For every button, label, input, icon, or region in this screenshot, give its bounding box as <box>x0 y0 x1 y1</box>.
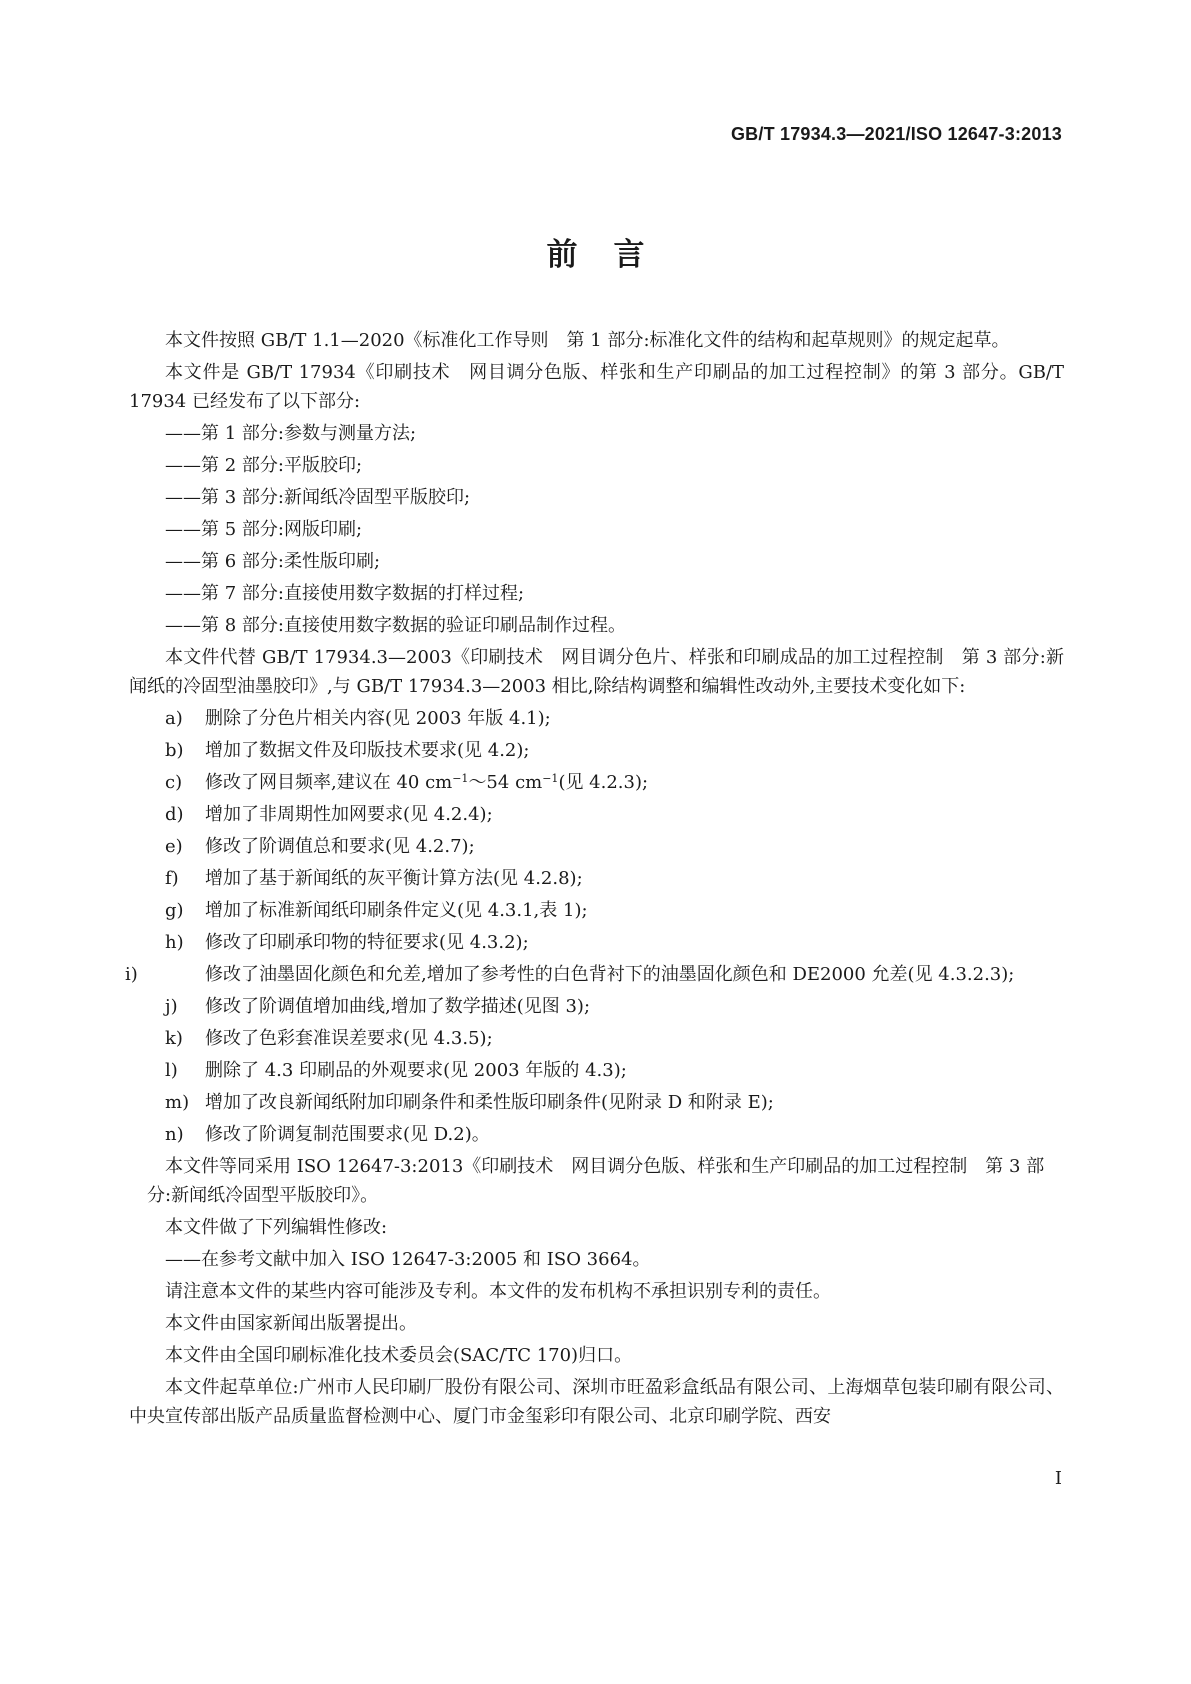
change-text: 修改了色彩套准误差要求(见 4.3.5); <box>205 1028 493 1049</box>
change-text: 修改了阶调值增加曲线,增加了数学描述(见图 3); <box>205 996 591 1017</box>
change-marker: i) <box>125 964 138 985</box>
change-item <box>129 832 1064 861</box>
change-text: 增加了数据文件及印版技术要求(见 4.2); <box>205 740 530 761</box>
part-item: ——第 3 部分:新闻纸冷固型平版胶印; <box>165 487 471 508</box>
change-marker: h) <box>165 932 184 953</box>
change-text: 修改了阶调复制范围要求(见 D.2)。 <box>205 1124 490 1145</box>
change-item <box>129 1024 1064 1053</box>
part-item: ——第 2 部分:平版胶印; <box>165 455 363 476</box>
change-text: 修改了网目频率,建议在 40 cm <box>205 772 453 793</box>
change-marker: n) <box>165 1124 184 1145</box>
change-text: 增加了基于新闻纸的灰平衡计算方法(见 4.2.8); <box>205 868 583 889</box>
paragraph-replacement: 本文件代替 GB/T 17934.3—2003《印刷技术 网目调分色片、样张和印刷成品的加工过程控制 第 3 部分:新闻纸的冷固型油墨胶印》,与 GB/T 17934.3—2003 相比,除结构调整和编辑性改动外,主要技术变化如下: <box>129 647 1064 697</box>
page-number: I <box>1054 1468 1062 1489</box>
paragraph-drafting-units: 本文件起草单位:广州市人民印刷厂股份有限公司、深圳市旺盈彩盒纸品有限公司、上海烟草包装印刷有限公司、中央宣传部出版产品质量监督检测中心、厦门市金玺彩印有限公司、北京印刷学院、西安 <box>129 1377 1064 1427</box>
change-item <box>129 736 1064 765</box>
change-text: 删除了 4.3 印刷品的外观要求(见 2003 年版的 4.3); <box>205 1060 627 1081</box>
part-item: ——第 6 部分:柔性版印刷; <box>165 551 381 572</box>
change-item <box>129 864 1064 893</box>
paragraph-adoption: 本文件等同采用 ISO 12647-3:2013《印刷技术 网目调分色版、样张和生产印刷品的加工过程控制 第 3 部分:新闻纸冷固型平版胶印》。 <box>147 1156 1045 1206</box>
paragraph-patent: 请注意本文件的某些内容可能涉及专利。本文件的发布机构不承担识别专利的责任。 <box>165 1281 831 1302</box>
change-marker: b) <box>165 740 184 761</box>
change-item <box>129 1056 1064 1085</box>
standard-code-header: GB/T 17934.3—2021/ISO 12647-3:2013 <box>730 124 1062 144</box>
part-item: ——第 5 部分:网版印刷; <box>165 519 363 540</box>
change-text: 增加了标准新闻纸印刷条件定义(见 4.3.1,表 1); <box>205 900 588 921</box>
change-text: 增加了非周期性加网要求(见 4.2.4); <box>205 804 493 825</box>
change-item <box>129 704 1064 733</box>
change-item <box>129 896 1064 925</box>
change-marker: f) <box>165 868 179 889</box>
change-item <box>129 992 1064 1021</box>
paragraph-drafting-basis: 本文件按照 GB/T 1.1—2020《标准化工作导则 第 1 部分:标准化文件的结构和起草规则》的规定起草。 <box>165 330 1010 351</box>
change-text: 修改了阶调值总和要求(见 4.2.7); <box>205 836 475 857</box>
change-text: 删除了分色片相关内容(见 2003 年版 4.1); <box>205 708 551 729</box>
paragraph-editorial: 本文件做了下列编辑性修改: <box>165 1217 388 1238</box>
change-marker: e) <box>165 836 183 857</box>
change-text: (见 4.2.3); <box>558 772 649 793</box>
superscript: −1 <box>452 772 469 785</box>
change-item <box>129 1088 1064 1117</box>
change-marker: l) <box>165 1060 178 1081</box>
change-item <box>129 800 1064 829</box>
part-item: ——第 7 部分:直接使用数字数据的打样过程; <box>165 583 525 604</box>
part-item: ——第 1 部分:参数与测量方法; <box>165 423 417 444</box>
paragraph-committee: 本文件由全国印刷标准化技术委员会(SAC/TC 170)归口。 <box>165 1345 633 1366</box>
change-text: ～54 cm <box>468 772 543 793</box>
change-text: 修改了印刷承印物的特征要求(见 4.3.2); <box>205 932 529 953</box>
change-marker: a) <box>165 708 183 729</box>
change-item <box>129 1120 1064 1149</box>
change-marker: d) <box>165 804 184 825</box>
paragraph-proposer: 本文件由国家新闻出版署提出。 <box>165 1313 417 1334</box>
paragraph-series-info: 本文件是 GB/T 17934《印刷技术 网目调分色版、样张和生产印刷品的加工过程控制》的第 3 部分。GB/T 17934 已经发布了以下部分: <box>129 362 1064 412</box>
change-marker: m) <box>165 1092 190 1113</box>
change-marker: k) <box>165 1028 183 1049</box>
part-item: ——第 8 部分:直接使用数字数据的验证印刷品制作过程。 <box>165 615 626 636</box>
superscript: −1 <box>542 772 559 785</box>
change-marker: j) <box>165 996 178 1017</box>
change-text: 修改了油墨固化颜色和允差,增加了参考性的白色背衬下的油墨固化颜色和 DE2000 允差(见 4.3.2.3); <box>205 964 1015 985</box>
change-item <box>129 928 1064 957</box>
editorial-item: ——在参考文献中加入 ISO 12647-3:2005 和 ISO 3664。 <box>165 1249 651 1270</box>
change-marker: g) <box>165 900 184 921</box>
change-marker: c) <box>165 772 183 793</box>
change-item <box>125 960 1064 989</box>
page-title: 前言 <box>546 237 681 273</box>
change-item <box>129 768 1064 797</box>
foreword-body <box>125 326 1064 1434</box>
change-text: 增加了改良新闻纸附加印刷条件和柔性版印刷条件(见附录 D 和附录 E); <box>205 1092 774 1113</box>
